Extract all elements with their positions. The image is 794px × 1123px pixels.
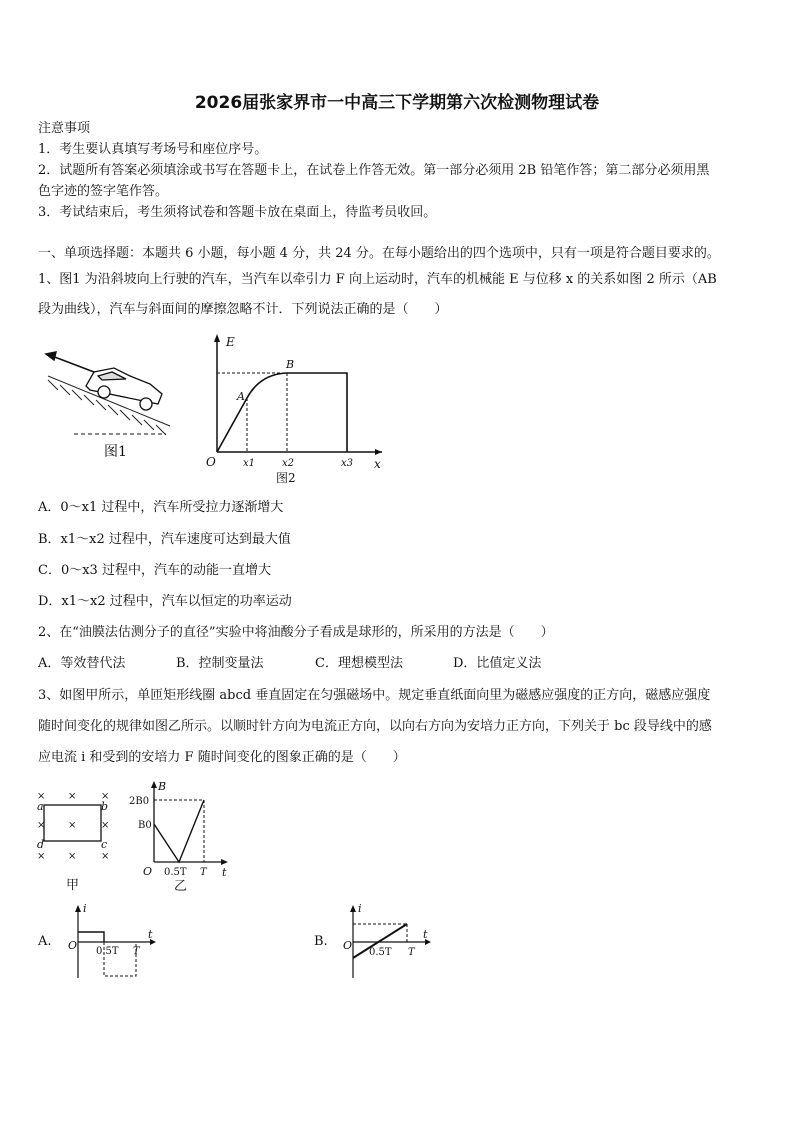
fig-yi-tick-b0: B0 [138, 820, 152, 831]
q1-option-b[interactable]: B．x1～x2 过程中，汽车速度可达到最大值 [38, 532, 291, 547]
opt-b-y-label: i [358, 902, 362, 915]
q3-figure-jia [34, 785, 124, 895]
q2-option-b[interactable]: B．控制变量法 [176, 656, 264, 671]
opt-a-x-label: t [148, 928, 153, 941]
fig1-label: 图1 [104, 444, 127, 460]
fig-yi-caption: 乙 [174, 879, 188, 894]
fig-yi-tick-2b0: 2B0 [129, 796, 150, 807]
q3-option-a-label[interactable]: A. [38, 934, 52, 949]
fig-jia-caption: 甲 [66, 878, 80, 893]
notice-item-2-cont: 色字迹的签字笔作答。 [38, 184, 169, 199]
coil-corner-a: a [37, 800, 44, 813]
svg-text:×: × [68, 851, 77, 862]
notice-item-1: 1．考生要认真填写考场号和座位序号。 [38, 142, 268, 157]
q1-stem-line2: 段为曲线），汽车与斜面间的摩擦忽略不计．下列说法正确的是（ ） [38, 302, 448, 317]
svg-text:×: × [101, 820, 110, 831]
svg-text:×: × [37, 851, 46, 862]
q2-option-d[interactable]: D．比值定义法 [453, 656, 542, 671]
fig2-origin: O [206, 455, 216, 469]
opt-b-tick-t: T [408, 947, 415, 958]
fig2-x2-tick: x2 [282, 458, 295, 469]
car-icon [86, 368, 162, 410]
fig2-caption: 图2 [276, 471, 296, 485]
q1-option-c[interactable]: C．0～x3 过程中，汽车的动能一直增大 [38, 563, 271, 578]
q1-figure-2 [200, 330, 400, 485]
fig2-x-label: x [374, 457, 381, 471]
q3-figure-yi [128, 778, 238, 893]
svg-text:×: × [37, 820, 46, 831]
coil-corner-d: d [37, 838, 45, 851]
coil-corner-c: c [101, 838, 108, 851]
fig-yi-origin: O [143, 865, 153, 878]
fig2-point-a: A [237, 390, 245, 403]
svg-text:×: × [68, 791, 77, 802]
svg-text:×: × [101, 851, 110, 862]
q2-option-a[interactable]: A．等效替代法 [38, 656, 126, 671]
svg-text:×: × [101, 791, 110, 802]
q3-stem-line3: 应电流 i 和受到的安培力 F 随时间变化的图象正确的是（ ） [38, 750, 406, 765]
magnetic-field-crosses [37, 791, 109, 862]
svg-text:×: × [68, 820, 77, 831]
notice-item-2: 2．试题所有答案必须填涂或书写在答题卡上，在试卷上作答无效。第一部分必须用 2B 铅笔作答；第二部分必须用黑 [38, 163, 710, 178]
force-arrow-icon [46, 352, 94, 372]
fig2-x1-tick: x1 [243, 458, 256, 469]
b-field-line [154, 800, 204, 862]
fig-yi-tick-half: 0.5T [164, 867, 187, 878]
q1-stem-line1: 1、图1 为沿斜坡向上行驶的汽车，当汽车以牵引力 F 向上运动时，汽车的机械能 E 与位移 x 的关系如图 2 所示（AB [38, 272, 717, 287]
q2-option-c[interactable]: C．理想模型法 [315, 656, 403, 671]
q3-option-b-graph[interactable] [341, 902, 441, 982]
opt-a-tick-t: T [133, 946, 140, 957]
fig2-y-label: E [226, 335, 235, 349]
opt-a-origin: O [68, 939, 78, 952]
section-heading: 一、单项选择题：本题共 6 小题，每小题 4 分，共 24 分。在每小题给出的四个选项中，只有一项是符合题目要求的。 [38, 246, 720, 261]
fig2-point-b: B [286, 358, 295, 371]
q2-stem: 2、在“油膜法估测分子的直径”实验中将油酸分子看成是球形的，所采用的方法是（ ） [38, 625, 554, 640]
notice-item-3: 3．考试结束后，考生须将试卷和答题卡放在桌面上，待监考员收回。 [38, 205, 437, 220]
svg-text:×: × [37, 791, 46, 802]
exam-title: 2026届张家界市一中高三下学期第六次检测物理试卷 [194, 93, 600, 113]
opt-b-origin: O [343, 939, 353, 952]
fig-yi-tick-t: T [200, 867, 207, 878]
q3-option-b-label[interactable]: B. [314, 934, 328, 949]
q1-option-d[interactable]: D．x1～x2 过程中，汽车以恒定的功率运动 [38, 594, 292, 609]
fig-yi-y-label: B [158, 780, 167, 793]
current-step-line [78, 932, 104, 942]
q3-option-a-graph[interactable] [66, 902, 166, 982]
fig-yi-x-label: t [222, 866, 227, 879]
q1-option-a[interactable]: A．0～x1 过程中，汽车所受拉力逐渐增大 [38, 500, 284, 515]
opt-a-tick-half: 0.5T [96, 946, 119, 957]
opt-a-y-label: i [83, 902, 87, 915]
coil-corner-b: b [101, 800, 109, 813]
notice-heading: 注意事项 [38, 121, 91, 136]
q3-stem-line1: 3、如图甲所示，单匝矩形线圈 abcd 垂直固定在匀强磁场中。规定垂直纸面向里为磁感应强度的正方向，磁感应强度 [38, 688, 711, 703]
fig2-x3-tick: x3 [341, 458, 354, 469]
q3-stem-line2: 随时间变化的规律如图乙所示。以顺时针方向为电流正方向，以向右方向为安培力正方向，下列关于 bc 段导线中的感 [38, 719, 712, 734]
energy-curve [217, 373, 347, 452]
opt-b-tick-half: 0.5T [369, 947, 392, 958]
opt-b-x-label: t [423, 928, 428, 941]
q1-figure-1 [38, 348, 178, 463]
